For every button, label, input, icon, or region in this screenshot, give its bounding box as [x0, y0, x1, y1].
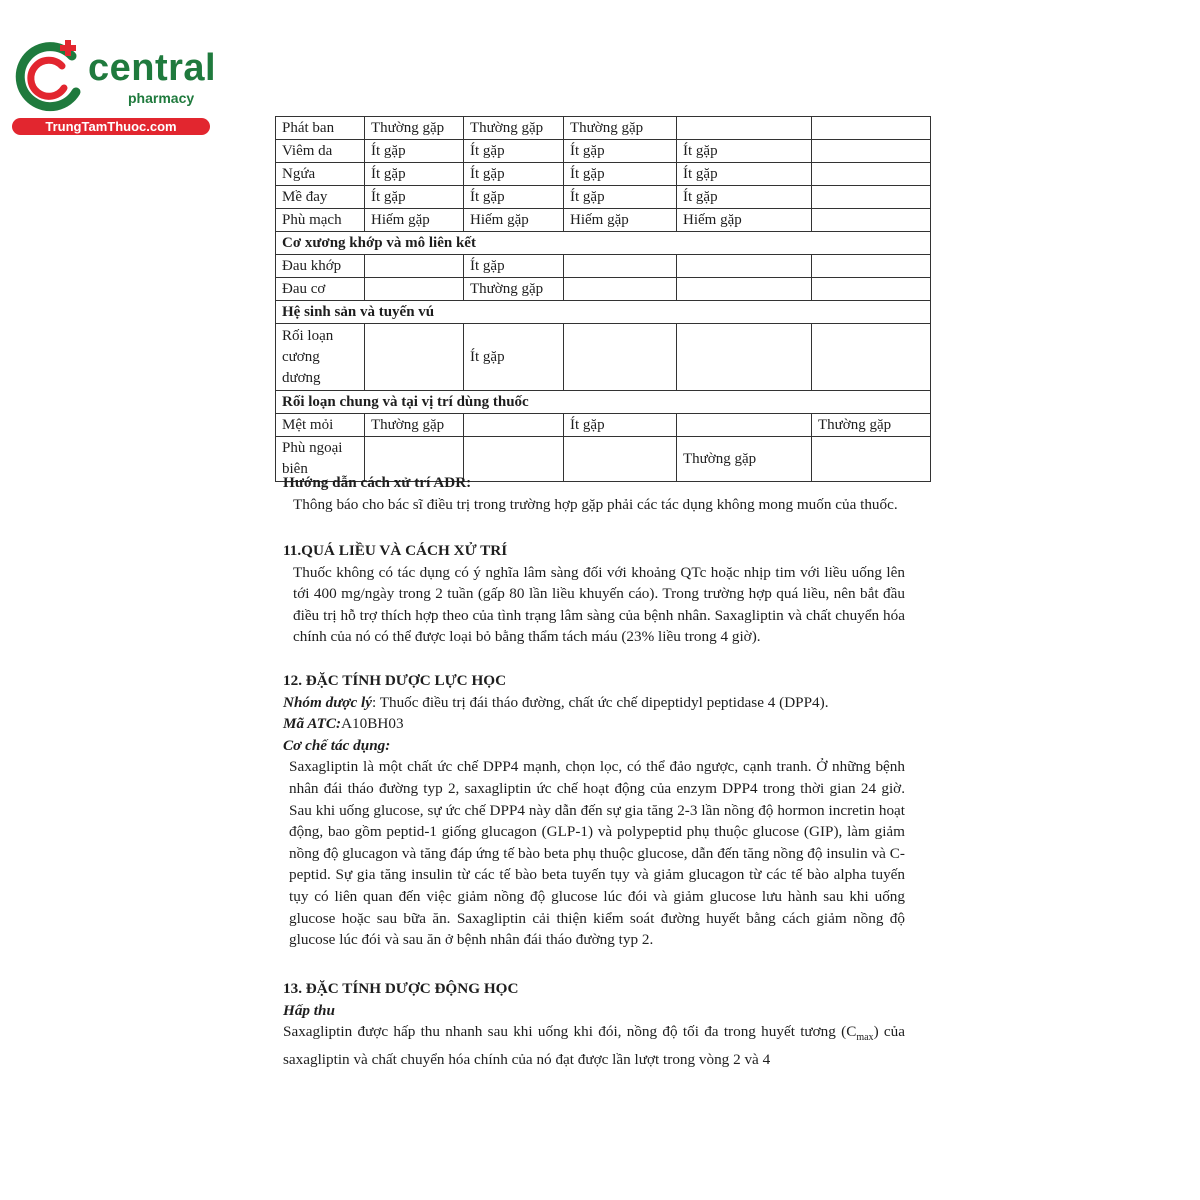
table-section-row: [276, 301, 931, 324]
frequency-cell: Thường gặp: [677, 437, 812, 482]
overdose-heading: 11.QUÁ LIỀU VÀ CÁCH XỬ TRÍ: [283, 542, 508, 559]
table-row: [276, 186, 931, 209]
frequency-cell: Thường gặp: [564, 117, 677, 140]
frequency-cell: [812, 117, 931, 140]
frequency-cell: [677, 117, 812, 140]
frequency-cell: Ít gặp: [464, 140, 564, 163]
frequency-cell: Ít gặp: [464, 255, 564, 278]
cmax-subscript: max: [856, 1032, 874, 1044]
frequency-cell: Ít gặp: [564, 140, 677, 163]
frequency-cell: Ít gặp: [365, 163, 464, 186]
table-section-row: [276, 391, 931, 414]
frequency-cell: Hiếm gặp: [677, 209, 812, 232]
atc-label: Mã ATC:: [283, 715, 342, 733]
frequency-cell: Hiếm gặp: [464, 209, 564, 232]
reaction-cell: Mề đay: [276, 186, 365, 209]
group-label: Nhóm dược lý: [283, 693, 372, 711]
frequency-cell: [677, 324, 812, 391]
overdose-text: Thuốc không có tác dụng có ý nghĩa lâm sàng đối với khoảng QTc hoặc nhịp tim với liều uống lên tới 400 mg/ngày trong 2 tuần (gấp 80 lần liều khuyến cáo). Trong trường hợp quá liều, nên bắt đầu điều trị hỗ trợ thích hợp theo của tình trạng lâm sàng của bệnh nhân. Saxagliptin và chất chuyển hóa chính của nó có thể được loại bỏ bằng thẩm tách máu (23% liều trong 4 giờ).: [293, 563, 905, 646]
frequency-cell: Ít gặp: [677, 140, 812, 163]
table-row: [276, 278, 931, 301]
brand-url: TrungTamThuoc.com: [12, 118, 210, 135]
section-pharmacokinetics: [283, 978, 905, 1070]
section-heading-cell: Rối loạn chung và tại vị trí dùng thuốc: [276, 391, 931, 414]
frequency-cell: Thường gặp: [812, 414, 931, 437]
frequency-cell: Thường gặp: [464, 278, 564, 301]
reaction-cell: Viêm da: [276, 140, 365, 163]
reaction-cell: Rối loạn cương dương: [276, 324, 365, 391]
brand-name: central: [88, 47, 217, 89]
frequency-cell: Ít gặp: [564, 163, 677, 186]
frequency-cell: Hiếm gặp: [564, 209, 677, 232]
frequency-cell: Ít gặp: [365, 186, 464, 209]
frequency-cell: Thường gặp: [365, 117, 464, 140]
group-text: : Thuốc điều trị đái tháo đường, chất ức chế dipeptidyl peptidase 4 (DPP4).: [371, 693, 829, 711]
reaction-cell: Đau cơ: [276, 278, 365, 301]
frequency-cell: [677, 414, 812, 437]
frequency-cell: [365, 324, 464, 391]
absorption-text: [283, 1021, 905, 1070]
adr-table: [275, 116, 931, 482]
table-section-row: [276, 232, 931, 255]
pharmacokinetics-heading: 13. ĐẶC TÍNH DƯỢC ĐỘNG HỌC: [283, 980, 519, 997]
frequency-cell: [812, 140, 931, 163]
adr-guidance: [283, 472, 905, 515]
frequency-cell: Ít gặp: [464, 163, 564, 186]
atc-value: A10BH03: [341, 715, 404, 733]
reaction-cell: Đau khớp: [276, 255, 365, 278]
frequency-cell: [812, 278, 931, 301]
frequency-cell: [365, 278, 464, 301]
frequency-cell: Ít gặp: [677, 163, 812, 186]
table-row: [276, 140, 931, 163]
pharmacological-group: [283, 692, 905, 714]
frequency-cell: Hiếm gặp: [365, 209, 464, 232]
section-overdose: [283, 540, 905, 648]
atc-code: [283, 713, 905, 735]
frequency-cell: [812, 324, 931, 391]
frequency-cell: [812, 255, 931, 278]
frequency-cell: Ít gặp: [564, 186, 677, 209]
reaction-cell: Phù ngoại biên: [276, 437, 365, 482]
frequency-cell: [677, 278, 812, 301]
table-row: [276, 209, 931, 232]
reaction-cell: Ngứa: [276, 163, 365, 186]
frequency-cell: Ít gặp: [564, 414, 677, 437]
section-pharmacodynamics: [283, 670, 905, 951]
adr-text: Thông báo cho bác sĩ điều trị trong trường hợp gặp phải các tác dụng không mong muốn của thuốc.: [293, 495, 898, 513]
frequency-cell: [812, 163, 931, 186]
adr-heading: Hướng dẫn cách xử trí ADR:: [283, 474, 472, 491]
frequency-cell: [812, 186, 931, 209]
table-row: [276, 324, 931, 391]
frequency-cell: Ít gặp: [365, 140, 464, 163]
absorption-text-part1: Saxagliptin được hấp thu nhanh sau khi uống khi đói, nồng độ tối đa trong huyết tương (C: [283, 1023, 857, 1041]
section-heading-cell: Cơ xương khớp và mô liên kết: [276, 232, 931, 255]
frequency-cell: [464, 414, 564, 437]
brand-sub: pharmacy: [128, 90, 195, 106]
frequency-cell: [564, 278, 677, 301]
frequency-cell: [564, 324, 677, 391]
frequency-cell: Thường gặp: [464, 117, 564, 140]
table-row: [276, 117, 931, 140]
table-row: [276, 163, 931, 186]
reaction-cell: Phát ban: [276, 117, 365, 140]
reaction-cell: Mệt mỏi: [276, 414, 365, 437]
frequency-cell: Thường gặp: [365, 414, 464, 437]
section-heading-cell: Hệ sinh sản và tuyến vú: [276, 301, 931, 324]
frequency-cell: [564, 255, 677, 278]
frequency-cell: Ít gặp: [464, 324, 564, 391]
mechanism-text: Saxagliptin là một chất ức chế DPP4 mạnh, chọn lọc, có thể đảo ngược, cạnh tranh. Ở những bệnh nhân đái tháo đường typ 2, saxagliptin ức chế hoạt động của enzym DPP4 trong thời gian 24 giờ. Sau khi uống glucose, sự ức chế DPP4 này dẫn đến sự gia tăng 2-3 lần nồng độ hormon incretin hoạt động, bao gồm peptid-1 giống glucagon (GLP-1) và polypeptid phụ thuộc glucose (GIP), làm giảm nồng độ glucagon và tăng đáp ứng tế bào beta phụ thuộc glucose, dẫn đến tăng nồng độ insulin và C-peptid. Sự gia tăng insulin từ các tế bào beta tuyến tụy và giảm glucagon từ các tế bào alpha tuyến tụy có liên quan đến việc giảm nồng độ glucose lúc đói và giảm glucose lưu hành sau khi uống glucose hoặc sau bữa ăn. Saxagliptin cải thiện kiểm soát đường huyết bằng cách giảm nồng độ glucose lúc đói và sau ăn ở bệnh nhân đái tháo đường typ 2.: [289, 758, 905, 949]
adr-table-body: [276, 117, 931, 482]
reaction-cell: Phù mạch: [276, 209, 365, 232]
absorption-text-part2: ) của saxagliptin và chất chuyển hóa chính của nó đạt được lần lượt trong vòng 2 và 4: [283, 1023, 905, 1068]
table-row: [276, 255, 931, 278]
frequency-cell: Ít gặp: [464, 186, 564, 209]
adr-table-container: [275, 116, 930, 482]
frequency-cell: [812, 209, 931, 232]
frequency-cell: [365, 255, 464, 278]
absorption-label: Hấp thu: [283, 1001, 335, 1019]
mechanism-label: Cơ chế tác dụng:: [283, 736, 391, 754]
pharmacodynamics-heading: 12. ĐẶC TÍNH DƯỢC LỰC HỌC: [283, 672, 507, 689]
frequency-cell: [677, 255, 812, 278]
table-row: [276, 414, 931, 437]
frequency-cell: Ít gặp: [677, 186, 812, 209]
